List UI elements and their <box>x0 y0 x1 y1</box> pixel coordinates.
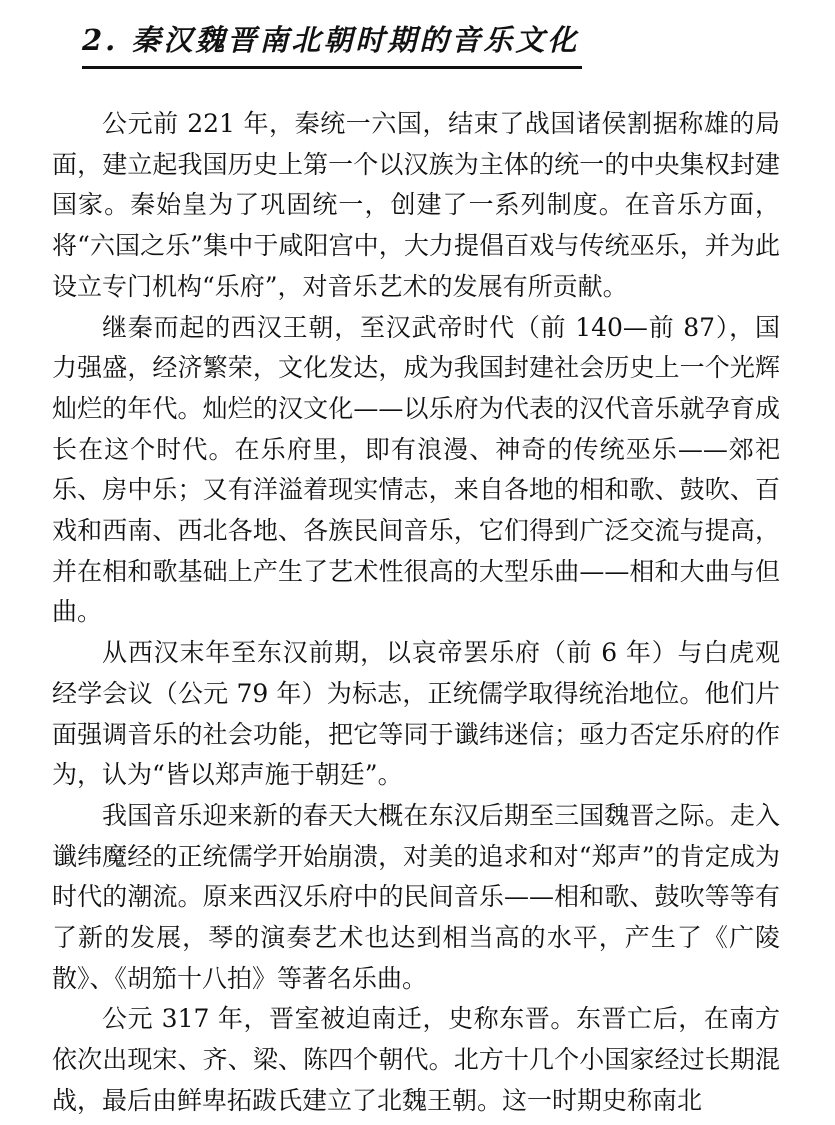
paragraph-qin-unification: 公元前 221 年，秦统一六国，结束了战国诸侯割据称雄的局面，建立起我国历史上第一个以汉族为主体的统一的中央集权封建国家。秦始皇为了巩固统一，创建了一系列制度。在音乐方面，将“六国之乐”集中于咸阳宫中，大力提倡百戏与传统巫乐，并为此设立专门机构“乐府”，对音乐艺术的发展有所贡献。 <box>52 109 780 301</box>
paragraph-eastern-jin: 公元 317 年，晋室被迫南迁，史称东晋。东晋亡后，在南方依次出现宋、齐、梁、陈四个朝代。北方十几个小国家经过长期混战，最后由鲜卑拓跋氏建立了北魏王朝。这一时期史称南北 <box>52 1004 780 1115</box>
body-text <box>52 104 780 1122</box>
paragraph-western-han: 继秦而起的西汉王朝，至汉武帝时代（前 140—前 87），国力强盛，经济繁荣，文化发达，成为我国封建社会历史上一个光辉灿烂的年代。灿烂的汉文化——以乐府为代表的汉代音乐就孕育成长在这个时代。在乐府里，即有浪漫、神奇的传统巫乐——郊祀乐、房中乐；又有洋溢着现实情志，来自各地的相和歌、鼓吹、百戏和西南、西北各地、各族民间音乐，它们得到广泛交流与提高，并在相和歌基础上产生了艺术性很高的大型乐曲——相和大曲与但曲。 <box>52 312 780 627</box>
heading-underline <box>82 66 582 69</box>
paragraph-eastern-han-wei-jin: 我国音乐迎来新的春天大概在东汉后期至三国魏晋之际。走入谶纬魔经的正统儒学开始崩溃，对美的追求和对“郑声”的肯定成为时代的潮流。原来西汉乐府中的民间音乐——相和歌、鼓吹等等有了新的发展，琴的演奏艺术也达到相当高的水平，产生了《广陵散》、《胡笳十八拍》等著名乐曲。 <box>52 800 780 993</box>
section-heading: 2. 秦汉魏晋南北朝时期的音乐文化 <box>82 23 580 57</box>
paragraph-confucian-orthodoxy: 从西汉末年至东汉前期，以哀帝罢乐府（前 6 年）与白虎观经学会议（公元 79 年）为标志，正统儒学取得统治地位。他们片面强调音乐的社会功能，把它等同于谶纬迷信；亟力否定乐府的作为，认为“皆以郑声施于朝廷”。 <box>52 638 780 790</box>
